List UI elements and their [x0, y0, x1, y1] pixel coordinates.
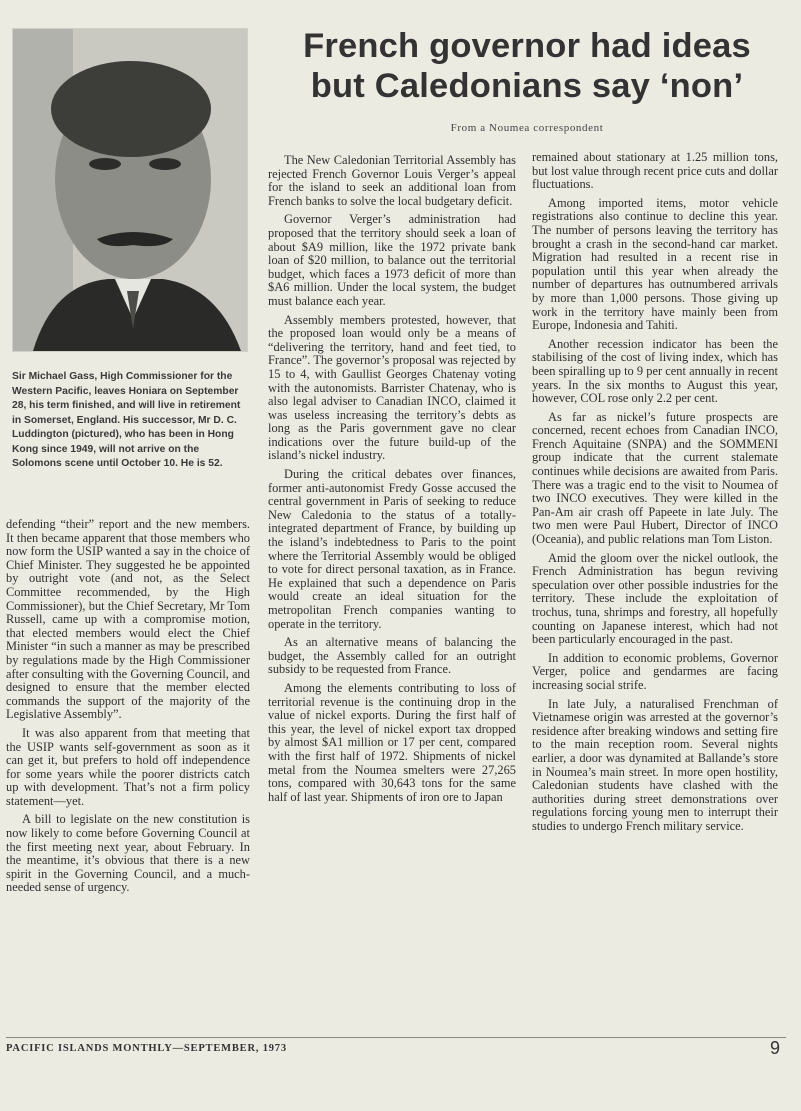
paragraph: Among the elements contributing to loss of territorial revenue is the continuing drop in the value of nickel exports. During the first half of this year, the level of nickel export tax dropped by almost $A1 million or 17 per cent, compared with the first half of 1972. Shipments of nickel metal from the Noumea smelters were 27,265 tons, compared with 30,643 tons for the same half of last year. Shipments of iron ore to Japan [268, 680, 516, 804]
paragraph: A bill to legislate on the new constitution is now likely to come before Governing Council at the first meeting next year, about February. In the meantime, it’s obvious that there is a new spirit in the Governing Council, and a much-needed sense of urgency. [6, 812, 250, 895]
paragraph: Governor Verger’s administration had proposed that the territory should seek a loan of about $A9 million, like the 1972 private bank loan of $20 million, to balance out the territorial budget, which faces a 1973 deficit of more than $A6 million. Under the local system, the budget must balance each year. [268, 212, 516, 308]
paragraph: Among imported items, motor vehicle registrations also continue to decline this year. The number of persons leaving the territory has brought a crash in the second-hand car market. Migration had resulted in a recent rise in population until this year when already the number of departures has outnumbered arrivals by more than 1,000 persons. Those giving up work in the territory have mainly been from Europe, Indonesia and Tahiti. [532, 195, 778, 333]
photo-caption: Sir Michael Gass, High Commissioner for the Western Pacific, leaves Honiara on September 28, his term finished, and will live in retirement in Somerset, England. His successor, Mr D. C. Luddington (pictured), who has been in Hong Kong since 1949, will not arrive on the Solomons scene until October 10. He is 52. [12, 371, 241, 469]
paragraph: remained about stationary at 1.25 million tons, but lost value through recent price cuts and dollar fluctuations. [532, 151, 778, 192]
paragraph: In addition to economic problems, Governor Verger, police and gendarmes are facing increasing social strife. [532, 650, 778, 692]
paragraph: Another recession indicator has been the stabilising of the cost of living index, which has been spiralling up to 9 per cent annually in recent years. In the six months to August this year, however, COL rose only 2.2 per cent. [532, 336, 778, 406]
paragraph: The New Caledonian Territorial Assembly has rejected French Governor Louis Verger’s appeal for the island to seek an additional loan from French banks to solve the local budgetary deficit. [268, 154, 516, 208]
article-column-1 [6, 518, 250, 1026]
paragraph: Amid the gloom over the nickel outlook, the French Administration has begun reviving speculation over other possible industries for the territory. These include the exploitation of trochus, tuna, shrimps and forestry, all hopefully counting on Japanese interest, which had not been particularly encouraged in the past. [532, 550, 778, 647]
paragraph: defending “their” report and the new members. It then became apparent that those members who now form the USIP wanted a say in the choice of Chief Minister. They suggested he be appointed by outright vote (and not, as the Select Committee recommended, by the High Commissioner), but the Chief Secretary, Mr Tom Russell, came up with a compromise motion, that elected members would elect the Chief Minister “in such a manner as may be prescribed by regulations made by the High Commissioner after consulting with the Governing Council, and designed to ensure that the member elected commands the support of the majority of the Legislative Assembly”. [6, 518, 250, 722]
page-number: 9 [769, 1038, 780, 1058]
headline-line-2: but Caledonians say ‘non’ [310, 67, 744, 105]
page-footer [6, 1037, 786, 1064]
headline-line-1: French governor had ideas [303, 27, 751, 65]
article-column-3 [532, 151, 778, 1024]
paragraph: It was also apparent from that meeting that the USIP wants self-government as soon as it can get it, but prefers to hold off independence for some years while the poorer districts catch up with development. That’s not a firm policy statement—yet. [6, 725, 250, 808]
portrait-illustration [13, 29, 247, 351]
paragraph: In late July, a naturalised Frenchman of Vietnamese origin was arrested at the governor’s residence after breaking windows and setting fire to the main reception room. Several nights earlier, a door was dynamited at Ballande’s store in Noumea’s main street. In more open hostility, Caledonian students have clashed with the authorities during street demonstrations over regulations forcing young men to interrupt their studies to undergo French military service. [532, 696, 778, 833]
headline [262, 26, 792, 106]
paragraph: As far as nickel’s future prospects are concerned, recent echoes from Canadian INCO, French Aquitaine (SNPA) and the SOMMENI group indicate that the current stalemate continues while decisions are awaited from Paris. There was a tragic end to the visit to Noumea of two INCO executives. They were killed in the Pan-Am air crash off Papeete in late July. The two men were Paul Hubert, Director of INCO (Oceania), and public relations man Tom Liston. [532, 409, 778, 547]
publication-line: PACIFIC ISLANDS MONTHLY—SEPTEMBER, 1973 [6, 1043, 287, 1054]
portrait-photo [12, 28, 248, 352]
paragraph: Assembly members protested, however, that the proposed loan would only be a means of “delivering the territory, hand and feet tied, to France”. The governor’s proposal was rejected by 15 to 4, with Gaullist Georges Chatenay voting with the autonomists. Barrister Chatenay, who is also legal adviser to Canadian INCO, claimed it was useless increasing the territory’s debts as long as the Paris government gave no clear indications over the future build-up of the island’s nickel industry. [268, 312, 516, 463]
paragraph: As an alternative means of balancing the budget, the Assembly called for an outright subsidy to be requested from France. [268, 635, 516, 677]
paragraph: During the critical debates over finances, former anti-autonomist Fredy Gosse accused the central government in Paris of seeking to reduce New Caledonia to the status of a totally-integrated department of France, by building up the island’s indebtedness to Paris to the point where the Territorial Assembly would be obliged to vote for direct personal taxation, as in France. He explained that such a dependence on Paris would create an ideal situation for the metropolitan French companies wanting to operate in the territory. [268, 467, 516, 631]
article-column-2 [268, 154, 516, 1024]
byline: From a Noumea correspondent [450, 122, 604, 134]
